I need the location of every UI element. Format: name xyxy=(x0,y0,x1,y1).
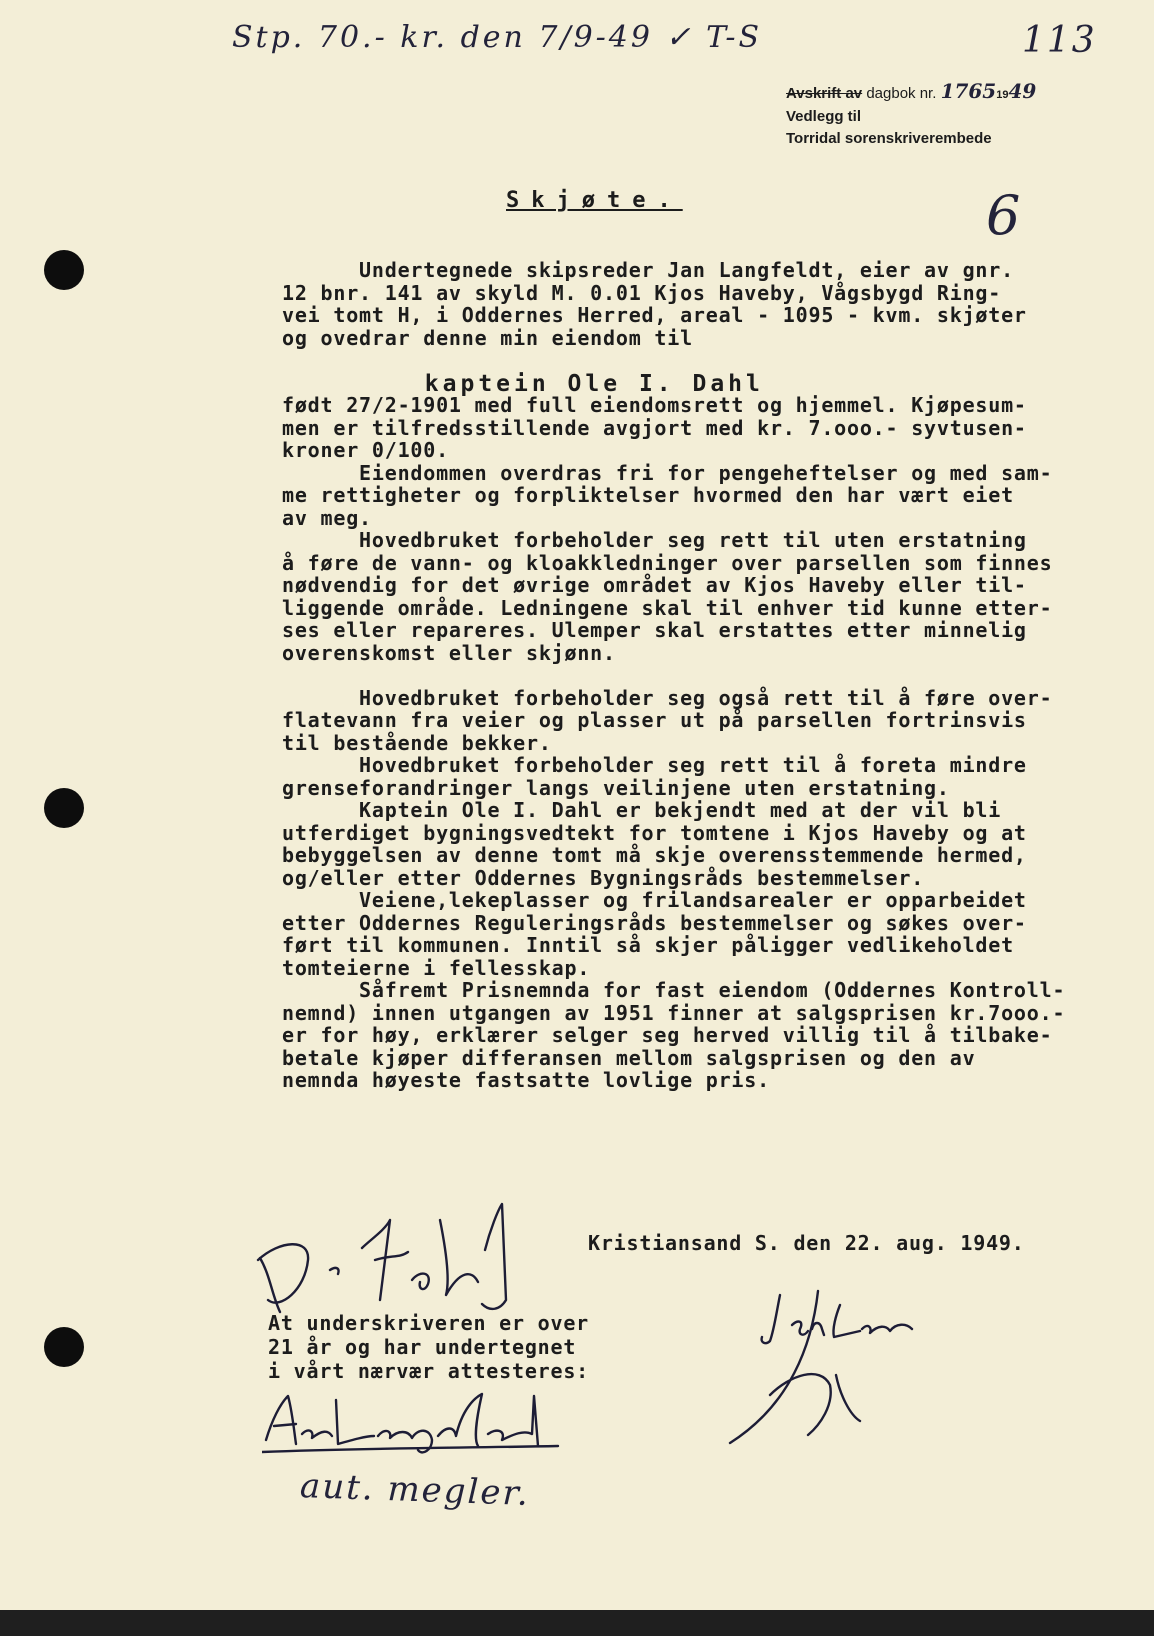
body-line: utferdiget bygningsvedtekt for tomtene i Kjos Haveby og at xyxy=(282,820,1027,845)
body-line: men er tilfredsstillende avgjort med kr. 7.ooo.- syvtusen- xyxy=(282,415,1027,440)
body-line: nødvendig for det øvrige området av Kjos Haveby eller til- xyxy=(282,573,1027,597)
stamp-dagbok-number: 1765 xyxy=(940,79,997,103)
stamp-office-label: Torridal sorenskriverembede xyxy=(786,130,992,147)
body-line: tomteierne i fellesskap. xyxy=(282,955,591,980)
stamp-year: 49 xyxy=(1008,79,1037,103)
punch-hole-middle xyxy=(44,788,84,828)
body-line: liggende område. Ledningene skal til enhver tid kunne etter- xyxy=(282,595,1053,620)
body-line: Eiendommen overdras fri for pengeheftelser og med sam- xyxy=(282,460,1053,485)
body-line: av meg. xyxy=(282,505,372,530)
body-line: født 27/2-1901 med full eiendomsrett og hjemmel. Kjøpesum- xyxy=(282,393,1027,417)
attestation-line-1: At underskriveren er over xyxy=(268,1311,590,1335)
margin-mark: 6 xyxy=(986,184,1021,247)
attestation-line-2: 21 år og har undertegnet xyxy=(268,1335,577,1359)
body-line: nemnda høyeste fastsatte lovlige pris. xyxy=(282,1068,770,1092)
registry-stamp xyxy=(786,80,1036,150)
body-line: å føre de vann- og kloakkledninger over parsellen som finnes xyxy=(282,550,1053,575)
stamp-dagbok-label: dagbok nr. xyxy=(866,85,937,102)
body-line: overenskomst eller skjønn. xyxy=(282,640,616,665)
body-line: betale kjøper differansen mellom salgsprisen og den av xyxy=(282,1045,976,1070)
page-number: 113 xyxy=(1022,20,1097,61)
body-line: Hovedbruket forbeholder seg også rett til å føre over- xyxy=(282,685,1053,710)
body-line: Såfremt Prisnemnda for fast eiendom (Oddernes Kontroll- xyxy=(282,978,1066,1002)
stamp-avskrift-label: Avskrift av xyxy=(786,85,863,102)
body-line: og/eller etter Oddernes Bygningsråds bestemmelser. xyxy=(282,865,925,890)
body-line: til bestående bekker. xyxy=(282,730,552,755)
body-line: Hovedbruket forbeholder seg rett til å foreta mindre xyxy=(282,753,1027,777)
body-line: og ovedrar denne min eiendom til xyxy=(282,325,693,350)
body-line: bebyggelsen av denne tomt må skje overensstemmende hermed, xyxy=(282,843,1027,867)
handwritten-stamp-duty-note: Stp. 70.- kr. den 7/9-49 ✓ T-S xyxy=(232,20,763,55)
scan-edge xyxy=(0,1610,1154,1636)
buyer-signature xyxy=(250,1200,550,1320)
place-date: Kristiansand S. den 22. aug. 1949. xyxy=(588,1231,1025,1255)
body-line: vei tomt H, i Oddernes Herred, areal - 1095 - kvm. skjøter xyxy=(282,303,1027,327)
seller-signature xyxy=(700,1285,940,1455)
attestation-line-3: i vårt nærvær attesteres: xyxy=(268,1359,590,1383)
body-line: flatevann fra veier og plasser ut på parsellen fortrinsvis xyxy=(282,708,1027,732)
body-line: ført til kommunen. Inntil så skjer påligger vedlikeholdet xyxy=(282,933,1014,957)
body-line: kaptein Ole I. Dahl xyxy=(282,370,764,397)
witness-signature xyxy=(262,1390,562,1460)
punch-hole-bottom xyxy=(44,1327,84,1367)
body-line: 12 bnr. 141 av skyld M. 0.01 Kjos Haveby, Vågsbygd Ring- xyxy=(282,280,1002,305)
body-line: Hovedbruket forbeholder seg rett til uten erstatning xyxy=(282,528,1027,552)
body-line: Undertegnede skipsreder Jan Langfeldt, eier av gnr. xyxy=(282,258,1014,282)
body-line: etter Oddernes Reguleringsråds bestemmelser og søkes over- xyxy=(282,910,1027,935)
body-line: nemnd) innen utgangen av 1951 finner at salgsprisen kr.7ooo.- xyxy=(282,1000,1066,1025)
body-line: er for høy, erklærer selger seg herved villig til å tilbake- xyxy=(282,1023,1053,1047)
body-line: grenseforandringer langs veilinjene uten erstatning. xyxy=(282,775,950,800)
punch-hole-top xyxy=(44,250,84,290)
document-title: Skjøte. xyxy=(506,188,683,213)
body-line: ses eller repareres. Ulemper skal erstattes etter minnelig xyxy=(282,618,1027,642)
body-line: kroner 0/100. xyxy=(282,438,449,462)
body-line: me rettigheter og forpliktelser hvormed den har vært eiet xyxy=(282,483,1014,507)
body-line: Veiene,lekeplasser og frilandsarealer er opparbeidet xyxy=(282,888,1027,912)
stamp-vedlegg-label: Vedlegg til xyxy=(786,108,862,125)
stamp-year-prefix: 19 xyxy=(996,89,1009,101)
body-line: Kaptein Ole I. Dahl er bekjendt med at der vil bli xyxy=(282,798,1002,822)
witness-title: aut. megler. xyxy=(299,1466,531,1514)
